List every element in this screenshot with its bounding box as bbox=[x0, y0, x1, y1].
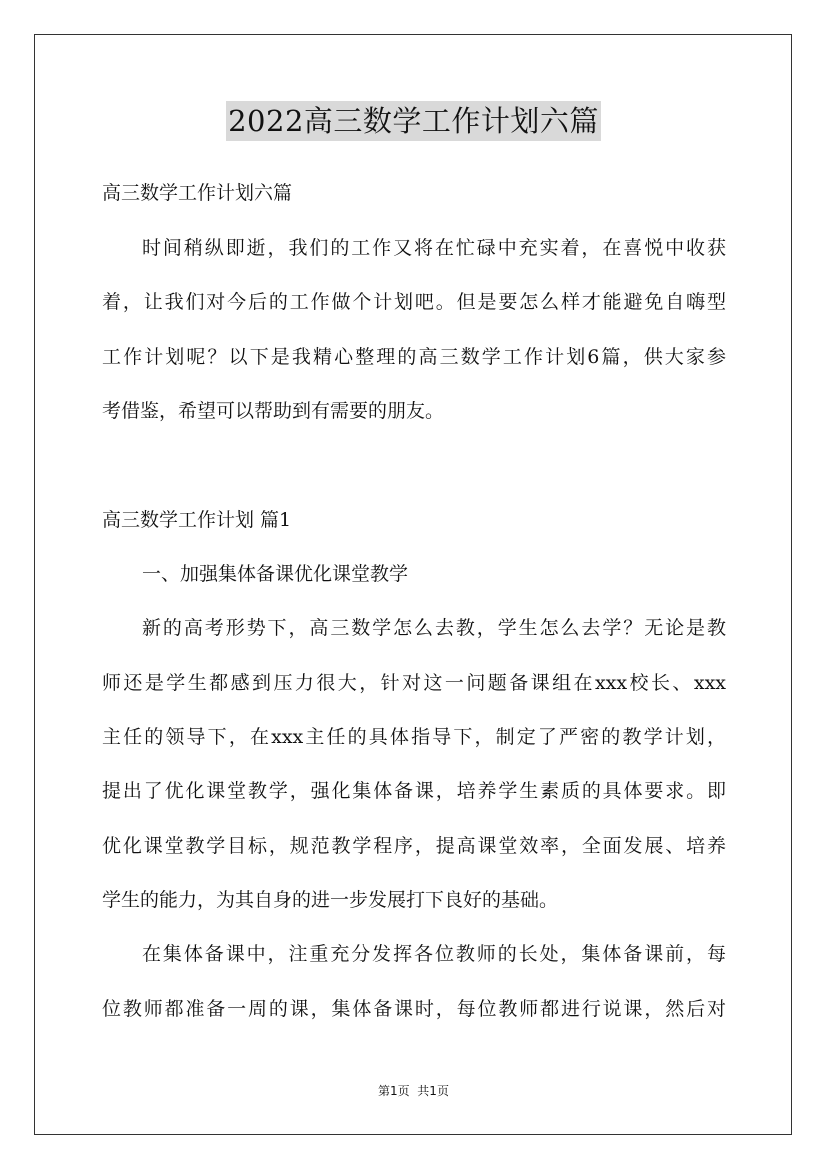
paragraph-line: 在集体备课中，注重充分发挥各位教师的长处，集体备课前，每 bbox=[142, 943, 726, 965]
paragraph-line: 学生的能力，为其自身的进一步发展打下良好的基础。 bbox=[102, 889, 559, 911]
paragraph-line: 主任的领导下，在xxx主任的具体指导下，制定了严密的教学计划， bbox=[102, 726, 726, 748]
paragraph-line: 时间稍纵即逝，我们的工作又将在忙碌中充实着，在喜悦中收获 bbox=[142, 237, 726, 259]
paragraph-line: 考借鉴，希望可以帮助到有需要的朋友。 bbox=[102, 400, 445, 422]
subsection-heading: 一、加强集体备课优化课堂教学 bbox=[142, 563, 409, 585]
page-footer bbox=[0, 1083, 827, 1099]
paragraph-line: 工作计划呢？以下是我精心整理的高三数学工作计划6篇，供大家参 bbox=[102, 346, 726, 368]
paragraph-line: 新的高考形势下，高三数学怎么去教，学生怎么去学？无论是教 bbox=[142, 617, 726, 639]
section-heading: 高三数学工作计划六篇 bbox=[102, 182, 293, 204]
document-title: 2022高三数学工作计划六篇 bbox=[226, 101, 601, 141]
paragraph-line: 优化课堂教学目标，规范教学程序，提高课堂效率，全面发展、培养 bbox=[102, 835, 726, 857]
section-heading: 高三数学工作计划 篇1 bbox=[102, 509, 292, 531]
paragraph-line: 位教师都准备一周的课，集体备课时，每位教师都进行说课，然后对 bbox=[102, 998, 726, 1020]
paragraph-line: 提出了优化课堂教学，强化集体备课，培养学生素质的具体要求。即 bbox=[102, 780, 726, 802]
title-container bbox=[0, 101, 827, 141]
paragraph-line: 着，让我们对今后的工作做个计划吧。但是要怎么样才能避免自嗨型 bbox=[102, 291, 726, 313]
page-number: 第1页 共1页 bbox=[378, 1084, 449, 1098]
paragraph-line: 师还是学生都感到压力很大，针对这一问题备课组在xxx校长、xxx bbox=[102, 672, 726, 694]
